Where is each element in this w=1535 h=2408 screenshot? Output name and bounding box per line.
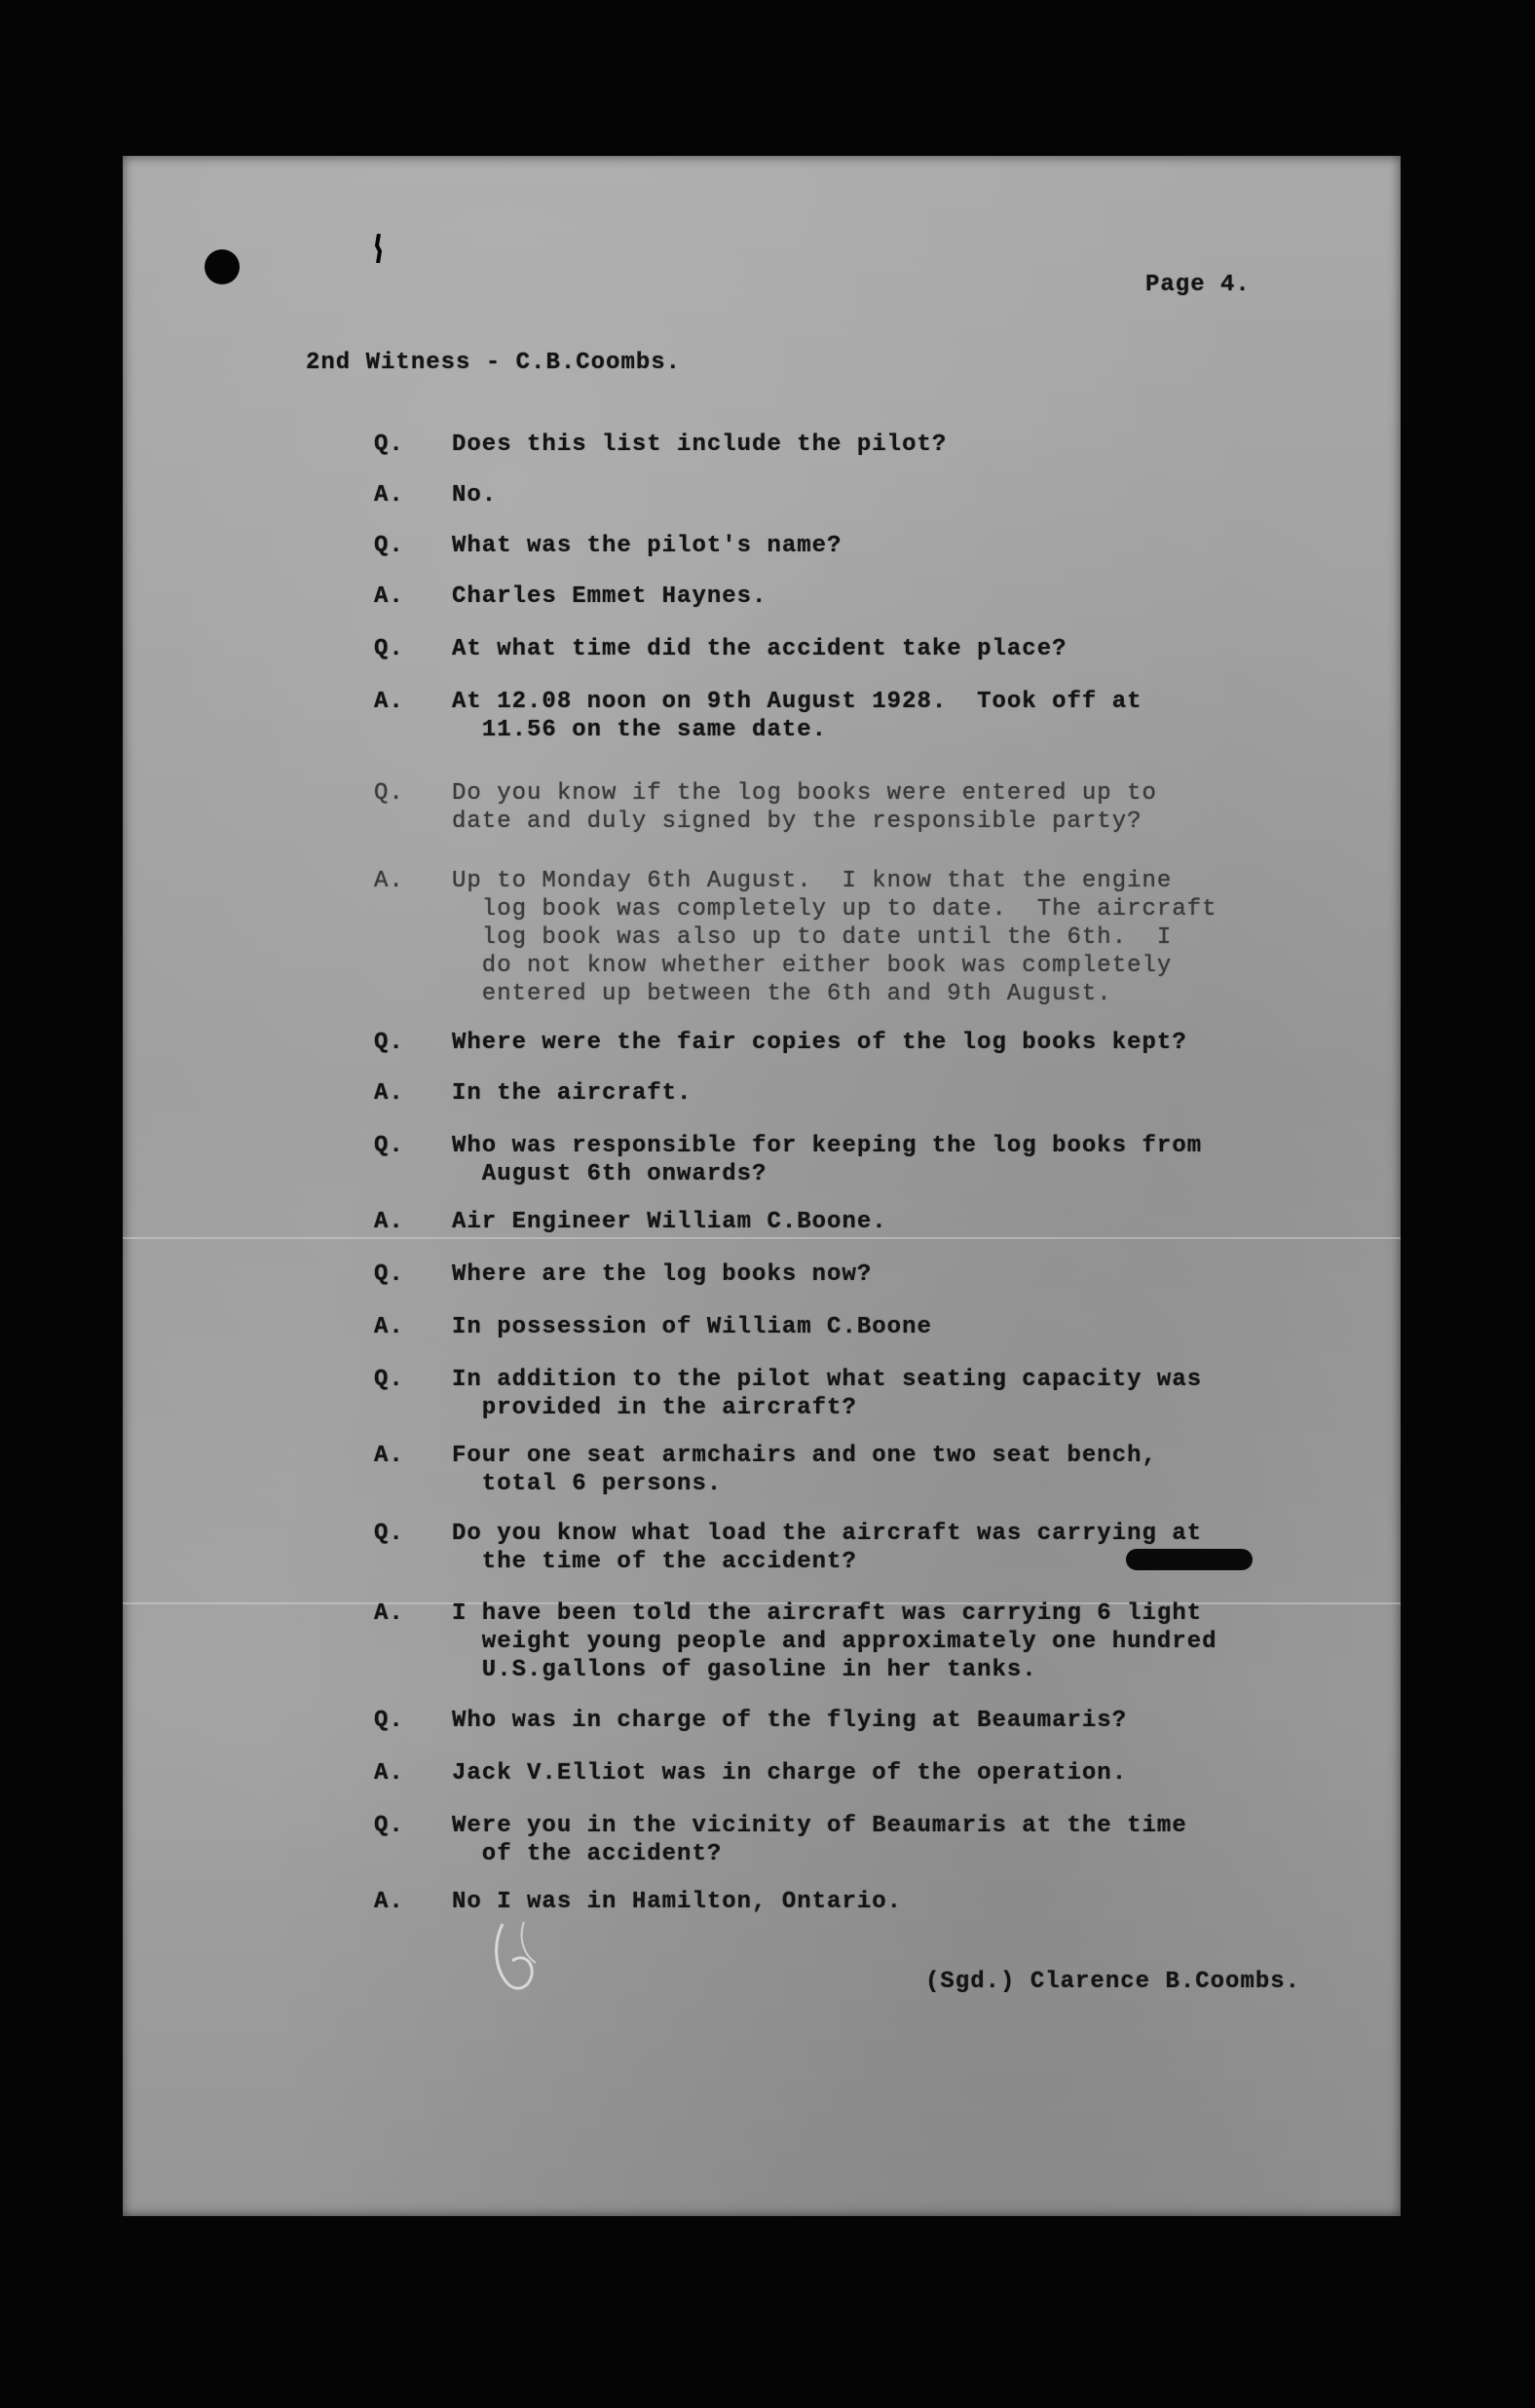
qa-text: Do you know what load the aircraft was carrying at the time of the accident? [452, 1521, 1203, 1575]
qa-item [374, 1132, 1348, 1190]
qa-label: A. [374, 583, 404, 610]
qa-text: Jack V.Elliot was in charge of the operation. [452, 1760, 1128, 1787]
qa-label: Q. [374, 1030, 404, 1056]
qa-item [374, 1208, 1348, 1266]
qa-item [374, 1079, 1348, 1138]
qa-label: A. [374, 689, 404, 715]
qa-text: In addition to the pilot what seating capacity was provided in the aircraft? [452, 1367, 1203, 1421]
qa-text: At 12.08 noon on 9th August 1928. Took off at 11.56 on the same date. [452, 689, 1142, 743]
signature: (Sgd.) Clarence B.Coombs. [925, 1969, 1301, 1995]
qa-item [374, 688, 1348, 746]
qa-label: Q. [374, 1521, 404, 1547]
qa-item [374, 1366, 1348, 1424]
qa-label: Q. [374, 1367, 404, 1393]
qa-text: I have been told the aircraft was carrying 6 light weight young people and approximately one hundred U.S.gallons of gasoline in her tanks. [452, 1600, 1217, 1683]
qa-item [374, 1707, 1348, 1765]
qa-text: No I was in Hamilton, Ontario. [452, 1889, 903, 1915]
ink-blot [1126, 1549, 1253, 1570]
qa-label: A. [374, 1889, 404, 1915]
qa-item [374, 532, 1348, 590]
qa-label: Q. [374, 1133, 404, 1159]
qa-label: Q. [374, 1813, 404, 1839]
qa-item [374, 1029, 1348, 1087]
qa-label: A. [374, 1080, 404, 1107]
qa-label: Q. [374, 636, 404, 662]
qa-label: Q. [374, 780, 404, 807]
qa-item [374, 481, 1348, 540]
qa-text: Who was responsible for keeping the log books from August 6th onwards? [452, 1133, 1203, 1187]
pencil-annotation [485, 1914, 553, 2002]
qa-label: A. [374, 1760, 404, 1787]
qa-text: Four one seat armchairs and one two seat bench, total 6 persons. [452, 1443, 1157, 1497]
qa-item [374, 431, 1348, 489]
qa-label: Q. [374, 1708, 404, 1734]
qa-label: Q. [374, 432, 404, 458]
qa-text: Do you know if the log books were entered up to date and duly signed by the responsible party? [452, 780, 1157, 835]
qa-text: At what time did the accident take place? [452, 636, 1067, 662]
qa-item [374, 635, 1348, 694]
qa-text: In possession of William C.Boone [452, 1314, 932, 1340]
qa-label: A. [374, 868, 404, 894]
qa-item [374, 1599, 1348, 1683]
qa-item [374, 1442, 1348, 1500]
qa-text: In the aircraft. [452, 1080, 693, 1107]
qa-text: Up to Monday 6th August. I know that the engine log book was completely up to date. The aircraft log book was also up to date until the 6th. I do not know whether either book was completely entered up between the 6th and 9th August. [452, 868, 1217, 1007]
qa-item [374, 1313, 1348, 1372]
qa-text: Where were the fair copies of the log books kept? [452, 1030, 1187, 1056]
qa-text: Air Engineer William C.Boone. [452, 1209, 887, 1235]
qa-item [374, 1812, 1348, 1870]
witness-heading: 2nd Witness - C.B.Coombs. [306, 350, 682, 376]
edge-mark [374, 234, 384, 263]
qa-item [374, 1260, 1348, 1319]
qa-text: No. [452, 482, 498, 508]
qa-label: Q. [374, 1261, 404, 1288]
page-number: Page 4. [1145, 272, 1251, 298]
qa-item [374, 779, 1348, 838]
qa-item [374, 867, 1348, 1007]
qa-label: Q. [374, 533, 404, 559]
qa-label: A. [374, 1600, 404, 1627]
qa-text: Where are the log books now? [452, 1261, 873, 1288]
qa-label: A. [374, 1209, 404, 1235]
qa-label: A. [374, 1443, 404, 1469]
qa-text: Charles Emmet Haynes. [452, 583, 768, 610]
qa-item [374, 1759, 1348, 1818]
document-page [123, 156, 1401, 2216]
qa-label: A. [374, 482, 404, 508]
punch-hole [205, 249, 240, 284]
qa-text: What was the pilot's name? [452, 533, 842, 559]
qa-text: Does this list include the pilot? [452, 432, 948, 458]
qa-text: Who was in charge of the flying at Beaumaris? [452, 1708, 1128, 1734]
qa-text: Were you in the vicinity of Beaumaris at the time of the accident? [452, 1813, 1187, 1867]
qa-item [374, 583, 1348, 641]
qa-label: A. [374, 1314, 404, 1340]
